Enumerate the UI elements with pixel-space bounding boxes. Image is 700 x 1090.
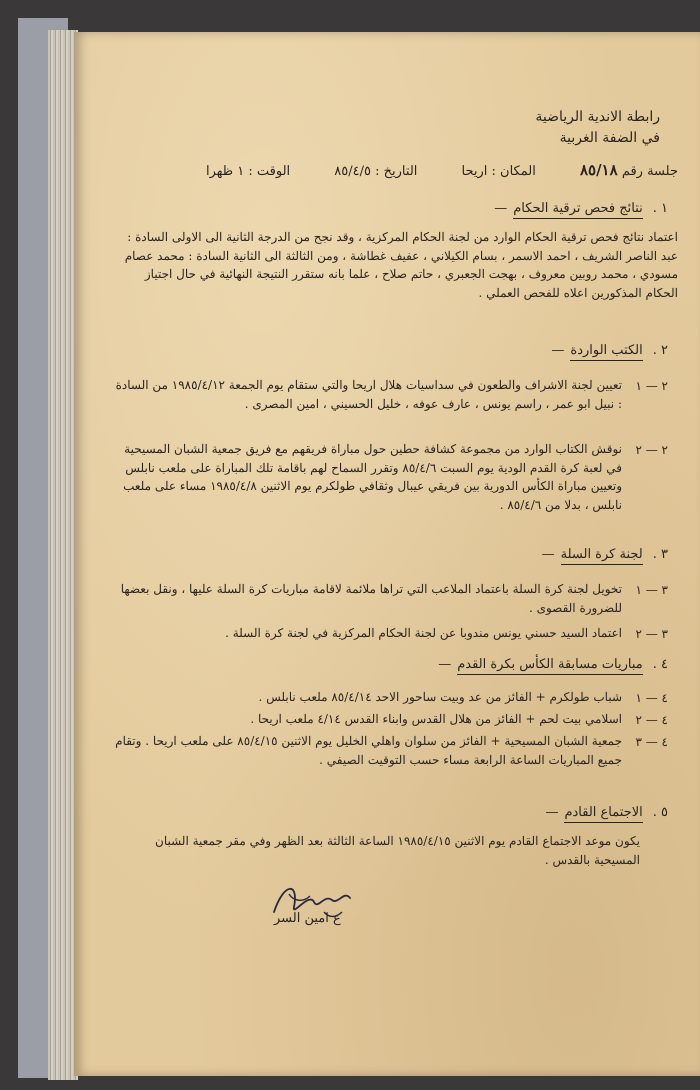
item-2-2-number: ٢ — ٢: [635, 443, 668, 457]
session-date: التاريخ : ٨٥/٤/٥: [334, 164, 418, 179]
item-4-1-text: شباب طولكرم + الفائز من عد وبيت ساحور الاحد ٨٥/٤/١٤ ملعب نابلس .: [258, 690, 622, 704]
item-4-2-number: ٤ — ٢: [635, 713, 668, 727]
section-1-title: ١ .نتائج فحص ترقية الحكام—: [494, 200, 668, 218]
section-5-title: ٥ .الاجتماع القادم—: [545, 804, 668, 822]
session-label: جلسة رقم ٨٥/١٨: [579, 161, 678, 179]
section-5-body: يكون موعد الاجتماع القادم يوم الاثنين ١٩٨٥/٤/١٥ الساعة الثالثة بعد الظهر وفي مقر جمعية الشبان المسيحية بالقدس .: [155, 834, 640, 867]
item-4-3-number: ٤ — ٣: [635, 735, 668, 749]
session-number: ٨٥/١٨: [579, 161, 618, 179]
section-2-title: ٢ .الكتب الواردة—: [551, 342, 668, 360]
session-info: [118, 160, 678, 181]
item-2-1-number: ٢ — ١: [635, 379, 668, 393]
organization-header: [535, 108, 660, 150]
item-3-1-text: تخويل لجنة كرة السلة باعتماد الملاعب التي تراها ملائمة لاقامة مباريات كرة السلة عليها ، ونقل بعضها للضرورة القصوى .: [120, 582, 622, 615]
item-4-3-text: جمعية الشبان المسيحية + الفائز من سلوان واهلي الخليل يوم الاثنين ٨٥/٤/١٥ على ملعب اريحا . وتقام جميع المباريات الساعة الرابعة مساء حسب التوقيت الصيفي .: [115, 734, 622, 767]
signatory-title: ع امين السر: [274, 911, 341, 926]
org-name-line1: رابطة الاندية الرياضية: [535, 109, 660, 125]
handwritten-signature: [254, 872, 374, 942]
item-3-1-number: ٣ — ١: [635, 583, 668, 597]
session-place: المكان : اريحا: [461, 164, 536, 179]
item-2-1-text: تعيين لجنة الاشراف والطعون في سداسيات هلال اريحا والتي ستقام يوم الجمعة ١٩٨٥/٤/١٢ من السادة : نبيل ابو عمر ، راسم يونس ، عارف عوفه ، خليل الحسيني ، امين المصرى .: [115, 378, 622, 411]
item-3-2-number: ٣ — ٢: [635, 627, 668, 641]
item-2-2-text: نوقش الكتاب الوارد من مجموعة كشافة حطين حول مباراة فريقهم مع فريق جمعية الشبان المسيحية في لعبة كرة القدم الودية يوم السبت ٨٥/٤/٦ وتقرر السماح لهم باقامة تلك المباراة على ملعب نابلس وتعيين مباراة الكأس الدورية بين فريقي عيبال وثقافي طولكرم يوم الاثنين ١٩٨٥/٤/٨ مساء على ملعب نابلس ، بدلا من ٨٥/٤/٦ .: [123, 442, 622, 512]
item-4-1-number: ٤ — ١: [635, 691, 668, 705]
section-3-title: ٣ .لجنة كرة السلة—: [542, 546, 668, 564]
item-3-2-text: اعتماد السيد حسني يونس مندوبا عن لجنة الحكام المركزية في لجنة كرة السلة .: [225, 626, 622, 640]
section-1-body: اعتماد نتائج فحص ترقية الحكام الوارد من لجنة الحكام المركزية ، وقد نجح من الدرجة الثانية الى الاولى السادة : عبد الناصر الشريف ، احمد الاسمر ، بسام الكيلاني ، عفيف غطاشة ، ومن الثالثة الى الثانية السادة : محمد عصام مسودي ، محمد روبين معروف ، بهجت الجعبري ، حاتم صلاح ، علما بانه ستقرر النتيجة النهائية في حال اجتياز الحكام المذكورين اعلاه للفحص العملي .: [124, 230, 678, 300]
item-4-2-text: اسلامي بيت لحم + الفائز من هلال القدس وابناء القدس ٤/١٤ ملعب اريحا .: [250, 712, 622, 726]
org-name-line2: في الضفة الغربية: [559, 129, 660, 146]
document-page: [74, 32, 700, 1076]
section-4-title: ٤ .مباريات مسابقة الكأس بكرة القدم—: [438, 656, 668, 674]
session-time: الوقت : ١ ظهرا: [205, 164, 291, 179]
